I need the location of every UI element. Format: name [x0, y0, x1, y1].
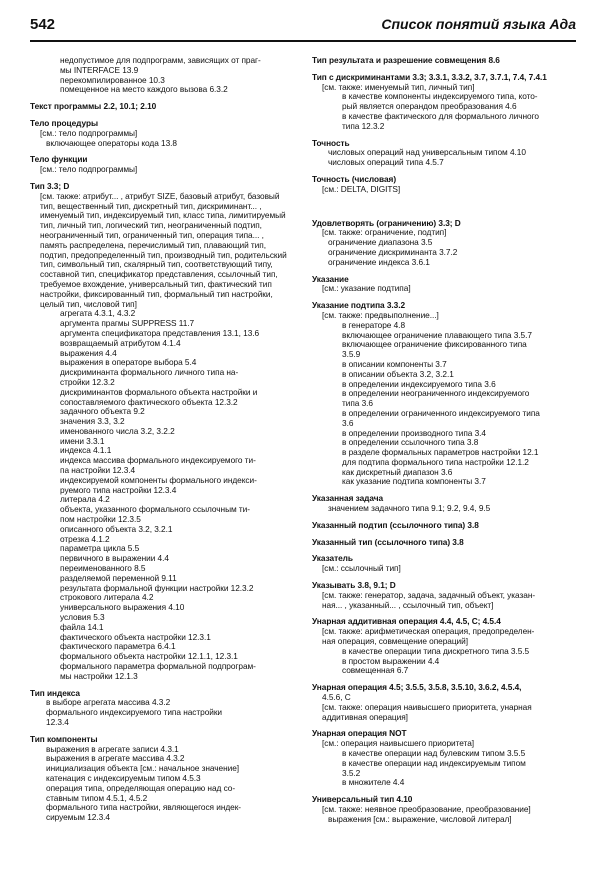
- entry-line: параметра цикла 5.5: [60, 543, 140, 554]
- entry-title: Универсальный тип 4.10: [312, 794, 413, 805]
- entry-line: 3.5.2: [342, 767, 361, 778]
- entry-title: Указывать 3.8, 9.1; D: [312, 580, 396, 591]
- entry-line: в качестве компоненты индексируемого типа, кото-: [342, 91, 538, 102]
- entry-line: инициализация объекта [см.: начальное значение]: [46, 763, 240, 774]
- entry-line: индекса массива формального индексируемого ти-: [60, 455, 256, 466]
- entry-line: типа 12.3.2: [342, 120, 385, 131]
- entry-title: Тип компоненты: [30, 733, 98, 744]
- entry-line: [см. также: ограничение, подтип]: [322, 227, 447, 238]
- entry-line: в качестве фактического для формального личного: [342, 110, 539, 121]
- index-entry: [312, 617, 578, 676]
- entry-line: включающее ограничение плавающего типа 3.5.7: [342, 329, 532, 340]
- left-column: [30, 56, 292, 830]
- entry-line: переименованного 8.5: [60, 563, 146, 574]
- index-entry: [30, 689, 292, 728]
- entry-line: 12.3.4: [46, 717, 69, 727]
- entry-line: описанного объекта 3.2, 3.2.1: [60, 523, 173, 534]
- entry-line: 3.6: [342, 417, 354, 428]
- entry-line: формального типа настройки, являющегося индек-: [46, 802, 242, 813]
- entry-title: Точность (числовая): [312, 173, 397, 184]
- entry-line: фактического объекта настройки 12.3.1: [60, 631, 211, 642]
- entry-title: Указание: [312, 273, 349, 284]
- entry-line: формального параметра формальной подпрограм-: [60, 661, 256, 672]
- entry-line: выражения в агрегате записи 4.3.1: [46, 743, 179, 754]
- entry-title: Унарная операция 4.5; 3.5.5, 3.5.8, 3.5.10, 3.6.2, 4.5.4,: [312, 682, 522, 693]
- entry-line: [см.: ссылочный тип]: [322, 563, 401, 574]
- entry-line: включающее операторы кода 13.8: [46, 137, 177, 148]
- entry-line: помещенное на место каждого вызова 6.3.2: [60, 84, 228, 95]
- entry-line: [см.: указание подтипа]: [322, 283, 411, 294]
- entry-line: для подтипа формального типа настройки 12.1.2: [342, 456, 529, 467]
- entry-line: выражения в операторе выбора 5.4: [60, 357, 197, 368]
- entry-line: в определении ограниченного индексируемого типа: [342, 407, 540, 418]
- entry-line: операция типа, определяющая операцию над со-: [46, 782, 236, 793]
- entry-line: дискриминантов формального объекта настройки и: [60, 386, 258, 397]
- index-entry: [312, 219, 578, 268]
- entry-line: числовых операций типа 4.5.7: [328, 157, 444, 168]
- entry-line: объекта, указанного формального ссылочным ти-: [60, 504, 250, 515]
- entry-title: Тело процедуры: [30, 117, 98, 128]
- index-entry: [312, 729, 578, 788]
- index-entry: [312, 538, 578, 548]
- index-entry: [312, 554, 578, 574]
- entry-title: Указание подтипа 3.3.2: [312, 300, 406, 311]
- entry-line: в определении производного типа 3.4: [342, 427, 486, 438]
- entry-line: строкового литерала 4.2: [60, 592, 154, 603]
- entry-line: типа 3.6: [342, 398, 373, 409]
- entry-line: па настройки 12.3.4: [60, 465, 136, 476]
- index-entry: [312, 56, 578, 66]
- right-column: [312, 56, 578, 832]
- entry-line: значением задачного типа 9.1; 9.2, 9.4, 9.5: [328, 503, 491, 514]
- entry-line: формального объекта настройки 12.1.1, 12.3.1: [60, 651, 238, 662]
- entry-line: индекса 4.1.1: [60, 445, 112, 456]
- entry-title: Унарная операция NOT: [312, 728, 407, 739]
- entry-line: ограничение дискриминанта 3.7.2: [328, 246, 458, 257]
- entry-line: агрегата 4.3.1, 4.3.2: [60, 308, 136, 319]
- entry-line: [см.: DELTA, DIGITS]: [322, 183, 401, 194]
- entry-title: Точность: [312, 137, 350, 148]
- entry-line: в определении неограниченного индексируемого: [342, 388, 530, 399]
- entry-line: именованного числа 3.2, 3.2.2: [60, 425, 175, 436]
- entry-line: в множителе 4.4: [342, 777, 405, 788]
- entry-line: как дискретный диапазон 3.6: [342, 466, 453, 477]
- entry-line: задачного объекта 9.2: [60, 406, 145, 417]
- page-number: 542: [30, 16, 56, 33]
- entry-line: включающее ограничение фиксированного типа: [342, 339, 527, 350]
- entry-line: мы настройки 12.1.3: [60, 670, 138, 681]
- entry-line: результата формальной функции настройки 12.3.2: [60, 582, 254, 593]
- entry-line: перекомпилированное 10.3: [60, 74, 165, 85]
- entry-line: сируемым 12.3.4: [46, 812, 110, 823]
- entry-line: [см.: тело подпрограммы]: [40, 164, 138, 175]
- entry-title: Текст программы 2.2, 10.1; 2.10: [30, 101, 157, 112]
- index-entry: [312, 683, 578, 722]
- entry-line: формального индексируемого типа настройки: [46, 707, 223, 718]
- index-entry: [312, 301, 578, 487]
- entry-line: в генераторе 4.8: [342, 319, 406, 330]
- page-header: [30, 16, 576, 38]
- entry-line: в описании объекта 3.2, 3.2.1: [342, 368, 454, 379]
- index-entry: [312, 581, 578, 610]
- index-entry: [312, 275, 578, 295]
- entry-title: Указанный подтип (ссылочного типа) 3.8: [312, 519, 479, 530]
- entry-line: аргумента прагмы SUPPRESS 11.7: [60, 318, 195, 329]
- index-entry: [30, 182, 292, 682]
- entry-line: аддитивная операция]: [322, 711, 408, 722]
- entry-line: в простом выражении 4.4: [342, 655, 440, 666]
- entry-title: Удовлетворять (ограничению) 3.3; D: [312, 217, 461, 228]
- entry-line: выражения 4.4: [60, 347, 117, 358]
- entry-line: файла 14.1: [60, 621, 104, 632]
- entry-title: Указанный тип (ссылочного типа) 3.8: [312, 536, 464, 547]
- index-entry: [30, 102, 292, 112]
- entry-line: в качестве операции над индексируемым типом: [342, 757, 526, 768]
- entry-line: в качестве операции типа дискретного типа 3.5.5: [342, 645, 530, 656]
- entry-line: стройки 12.3.2: [60, 376, 115, 387]
- entry-line: в определении индексируемого типа 3.6: [342, 378, 496, 389]
- index-entry: [312, 795, 578, 824]
- entry-line: [см. также: арифметическая операция, предопределен-: [322, 626, 535, 637]
- entry-title: Тип 3.3; D: [30, 180, 70, 191]
- index-entry: [312, 494, 578, 514]
- entry-line: в разделе формальных параметров настройки 12.1: [342, 447, 539, 458]
- entry-title: Тело функции: [30, 154, 88, 165]
- index-entry: [30, 119, 292, 148]
- index-entry: [312, 175, 578, 195]
- entry-line: сопоставляемого фактического объекта 12.3.2: [60, 396, 238, 407]
- index-entry: [312, 139, 578, 168]
- index-entry: [30, 155, 292, 175]
- index-entry: [30, 56, 292, 95]
- entry-line: 3.5.9: [342, 349, 361, 360]
- entry-line: [см.: тело подпрограммы]: [40, 127, 138, 138]
- entry-title: Указатель: [312, 553, 353, 564]
- entry-line: отрезка 4.1.2: [60, 533, 110, 544]
- entry-line: возвращаемый атрибутом 4.1.4: [60, 337, 181, 348]
- entry-line: условия 5.3: [60, 612, 105, 623]
- entry-line: дискриминанта формального личного типа на-: [60, 367, 239, 378]
- entry-line: 4.5.6, С: [322, 692, 351, 703]
- entry-line: первичного в выражении 4.4: [60, 553, 169, 564]
- entry-line: [см. также: атрибут... , атрибут SIZE, базовый атрибут, базовый тип, вещественный тип, дискретный тип, дискриминант... , именуемый тип, индексируемый тип, класс типа, лимитируемый тип, личный тип, логический тип, неограниченный подтип, неограниченный тип, ограниченный тип, операция типа... , память распределена, перечислимый тип, плавающий тип, подтип, предопределенный тип, производный тип, родительский тип, символьный тип, скалярный тип, соответствующий типу, составной тип, спецификатор представления, ссылочный тип, требуемое вхождение, универсальный тип, фактический тип настройки, фиксированный тип, формальный тип настройки, целый тип, числовой тип]: [40, 190, 287, 309]
- entry-line: в качестве операции над булевским типом 3.5.5: [342, 748, 526, 759]
- entry-line: аргумента спецификатора представления 13.1, 13.6: [60, 327, 260, 338]
- entry-line: катенация с индексируемым типом 4.5.3: [46, 772, 201, 783]
- index-entry: [312, 521, 578, 531]
- entry-line: ная операция, совмещение операций]: [322, 636, 468, 647]
- entry-line: ная... , указанный... , ссылочный тип, объект]: [322, 599, 494, 610]
- running-title: Список понятий языка Ада: [381, 16, 576, 32]
- entry-line: выражения в агрегате массива 4.3.2: [46, 753, 185, 764]
- entry-title: Тип с дискриминантами 3.3; 3.3.1, 3.3.2, 3.7, 3.7.1, 7.4, 7.4.1: [312, 71, 547, 82]
- entry-line: индексируемой компоненты формального индекси-: [60, 474, 257, 485]
- entry-line: числовых операций над универсальным типом 4.10: [328, 147, 526, 158]
- entry-title: Тип результата и разрешение совмещения 8.6: [312, 55, 500, 65]
- entry-line: как указание подтипа компоненты 3.7: [342, 476, 486, 487]
- header-rule: [30, 40, 576, 42]
- entry-title: Указанная задача: [312, 493, 384, 504]
- entry-line: выражения [см.: выражение, числовой литерал]: [328, 813, 512, 824]
- entry-line: [см. также: именуемый тип, личный тип]: [322, 81, 475, 92]
- entry-line: совмещенная 6.7: [342, 665, 409, 676]
- entry-line: в выборе агрегата массива 4.3.2: [46, 697, 171, 708]
- entry-title: Тип индекса: [30, 687, 80, 698]
- entry-line: [см.: операция наивысшего приоритета]: [322, 738, 475, 749]
- entry-line: [см. также: неявное преобразование, преобразование]: [322, 804, 531, 814]
- index-entry: [312, 73, 578, 132]
- entry-title: Унарная аддитивная операция 4.4, 4.5, С; 4.5.4: [312, 616, 501, 627]
- entry-line: руемого типа настройки 12.3.4: [60, 484, 177, 495]
- entry-line: [см. также: предвыполнение...]: [322, 309, 439, 320]
- entry-line: в определении ссылочного типа 3.8: [342, 437, 479, 448]
- entry-line: ставным типом 4.5.1, 4.5.2: [46, 792, 148, 803]
- entry-line: [см. также: операция наивысшего приоритета, унарная: [322, 701, 532, 712]
- entry-line: мы INTERFACE 13.9: [60, 64, 139, 75]
- entry-line: имени 3.3.1: [60, 435, 105, 446]
- entry-line: недопустимое для подпрограмм, зависящих от праг-: [60, 55, 261, 65]
- entry-line: универсального выражения 4.10: [60, 602, 185, 613]
- entry-line: в описании компоненты 3.7: [342, 358, 447, 369]
- entry-line: рый является операндом преобразования 4.6: [342, 101, 517, 112]
- entry-line: значения 3.3, 3.2: [60, 416, 125, 427]
- entry-line: пом настройки 12.3.5: [60, 514, 141, 525]
- index-entry: [30, 735, 292, 823]
- entry-line: ограничение индекса 3.6.1: [328, 256, 430, 267]
- entry-line: фактического параметра 6.4.1: [60, 641, 176, 652]
- entry-line: [см. также: генератор, задача, задачный объект, указан-: [322, 589, 536, 600]
- entry-line: разделяемой переменной 9.11: [60, 572, 177, 583]
- entry-line: ограничение диапазона 3.5: [328, 237, 433, 248]
- entry-line: литерала 4.2: [60, 494, 110, 505]
